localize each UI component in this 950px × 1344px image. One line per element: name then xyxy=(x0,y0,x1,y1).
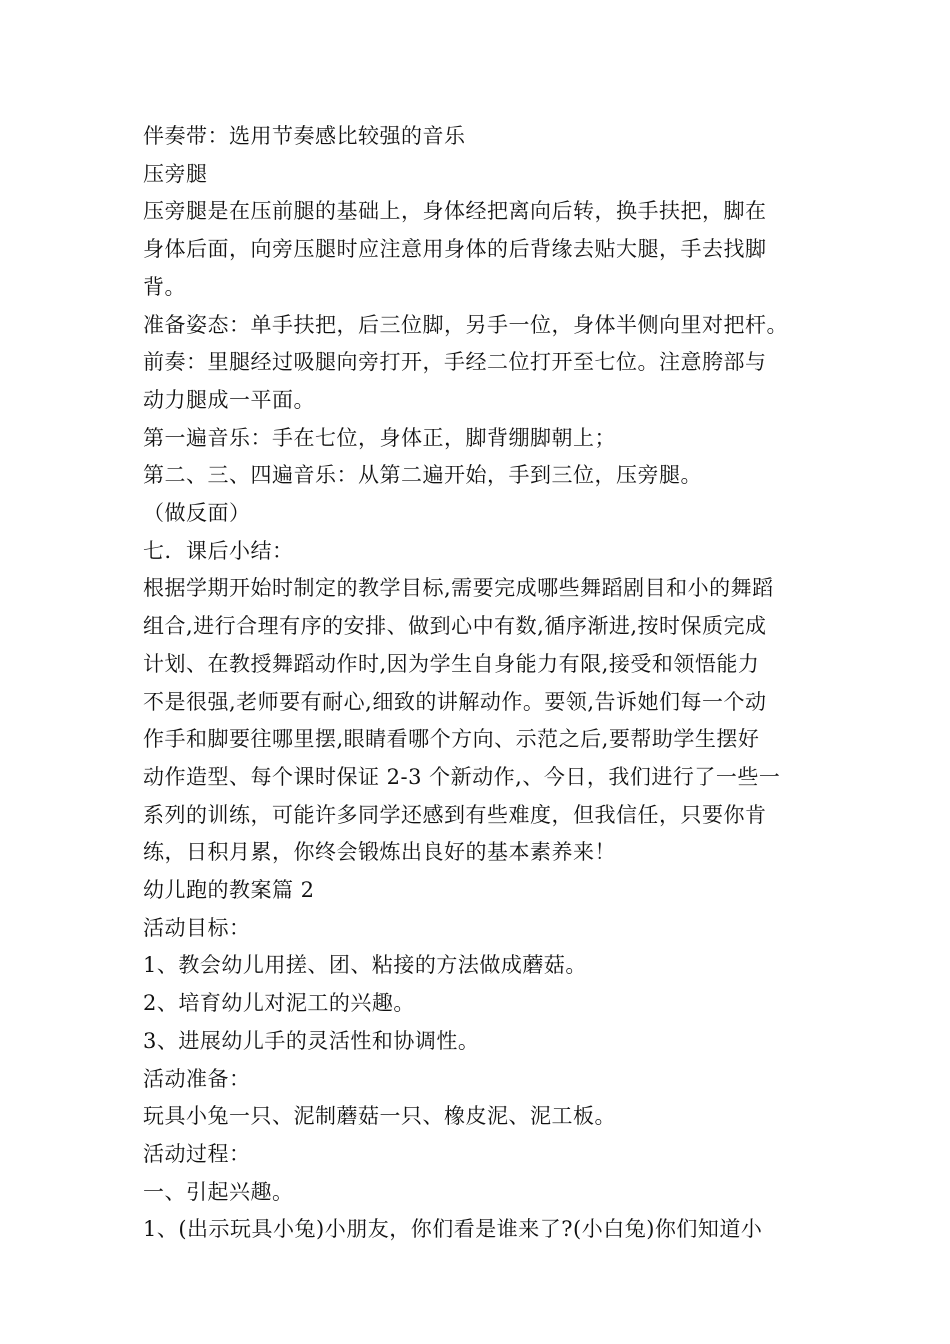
section-heading: 活动过程： xyxy=(143,1141,251,1166)
section-heading: 活动目标： xyxy=(143,915,251,940)
text-line: 伴奏带：选用节奏感比较强的音乐 xyxy=(143,124,466,148)
text-line: 身体后面，向旁压腿时应注意用身体的后背缘去贴大腿，手去找脚 xyxy=(143,237,767,262)
section-heading: 活动准备： xyxy=(143,1066,251,1091)
text-line: 作手和脚要往哪里摆,眼睛看哪个方向、示范之后,要帮助学生摆好 xyxy=(143,727,760,752)
section-heading: 七．课后小结： xyxy=(143,538,294,563)
list-item: 2、培育幼儿对泥工的兴趣。 xyxy=(143,991,415,1016)
list-item: 3、进展幼儿手的灵活性和协调性。 xyxy=(143,1028,480,1053)
text-line: 动力腿成一平面。 xyxy=(143,387,315,412)
text-line: （做反面） xyxy=(143,501,251,526)
text-line: 动作造型、每个课时保证 2-3 个新动作,、今日，我们进行了一些一 xyxy=(143,764,781,789)
text-line: 系列的训练，可能许多同学还感到有些难度，但我信任，只要你肯 xyxy=(143,802,767,827)
text-line: 压旁腿是在压前腿的基础上，身体经把离向后转，换手扶把，脚在 xyxy=(143,199,767,224)
text-line: 前奏：里腿经过吸腿向旁打开，手经二位打开至七位。注意胯部与 xyxy=(143,350,767,375)
text-line: 练，日积月累，你终会锻炼出良好的基本素养来！ xyxy=(143,840,616,865)
text-line: 背。 xyxy=(143,274,186,299)
text-line: 玩具小兔一只、泥制蘑菇一只、橡皮泥、泥工板。 xyxy=(143,1104,616,1129)
text-line: 计划、在教授舞蹈动作时,因为学生自身能力有限,接受和领悟能力 xyxy=(143,651,760,676)
document-body xyxy=(143,118,818,1249)
list-item: 1、(出示玩具小兔)小朋友，你们看是谁来了?(小白兔)你们知道小 xyxy=(143,1217,763,1242)
section-heading: 压旁腿 xyxy=(143,161,208,186)
text-line: 根据学期开始时制定的教学目标,需要完成哪些舞蹈剧目和小的舞蹈 xyxy=(143,576,774,601)
text-line: 组合,进行合理有序的安排、做到心中有数,循序渐进,按时保质完成 xyxy=(143,614,767,639)
section-heading: 一、引起兴趣。 xyxy=(143,1179,294,1204)
list-item: 1、教会幼儿用搓、团、粘接的方法做成蘑菇。 xyxy=(143,953,587,978)
text-line: 第一遍音乐：手在七位，身体正，脚背绷脚朝上； xyxy=(143,425,616,450)
text-line: 不是很强,老师要有耐心,细致的讲解动作。要领,告诉她们每一个动 xyxy=(143,689,767,714)
text-line: 第二、三、四遍音乐：从第二遍开始，手到三位，压旁腿。 xyxy=(143,463,702,488)
section-heading: 幼儿跑的教案篇 2 xyxy=(143,878,315,903)
text-line: 准备姿态：单手扶把，后三位脚，另手一位，身体半侧向里对把杆。 xyxy=(143,312,788,337)
